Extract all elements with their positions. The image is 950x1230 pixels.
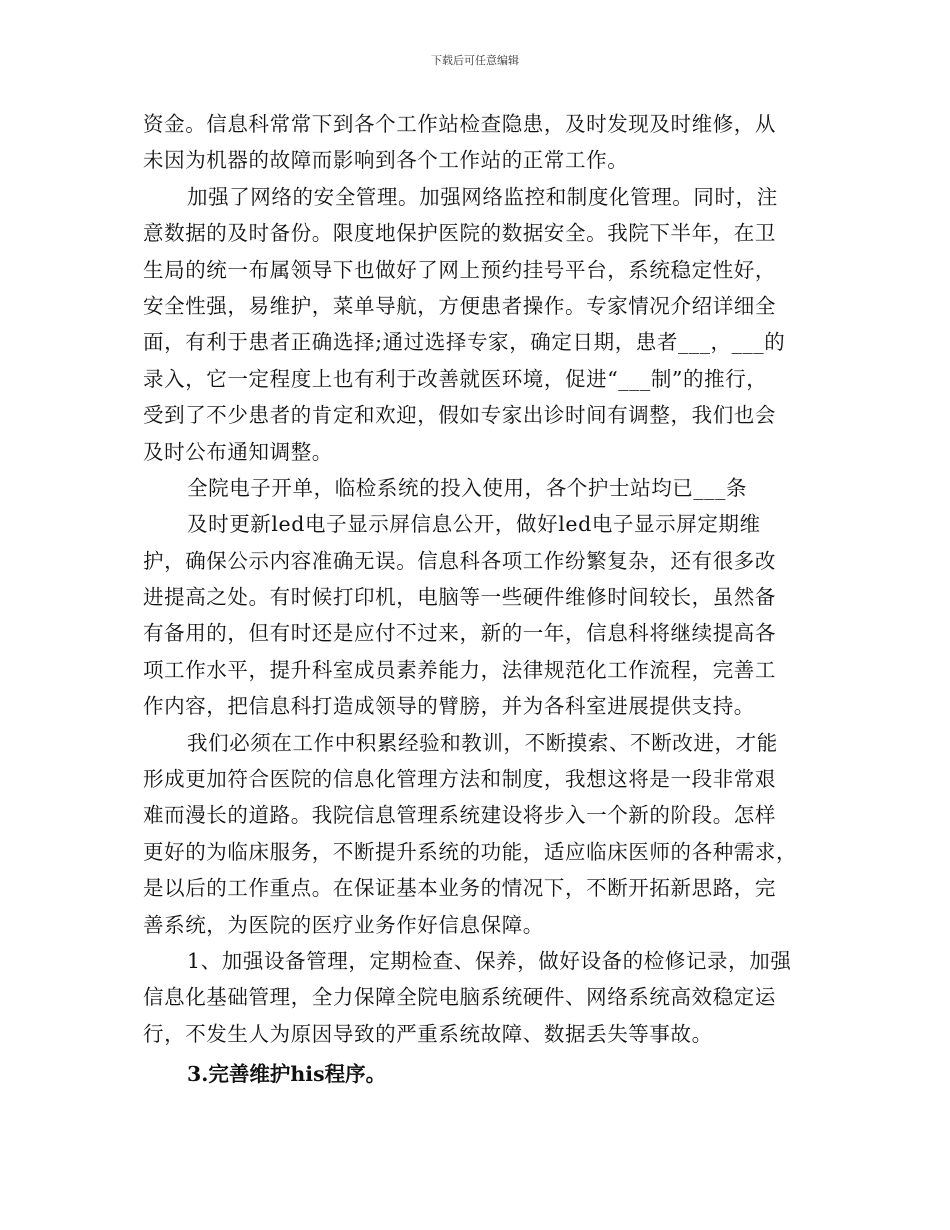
text-line: 作内容，把信息科打造成领导的臂膀，并为各科室进展提供支持。: [143, 694, 755, 719]
text-line: 信息化基础管理，全力保障全院电脑系统硬件、网络系统高效稳定运: [143, 985, 776, 1010]
text-line: 进提高之处。有时候打印机，电脑等一些硬件维修时间较长，虽然备: [143, 585, 776, 610]
text-line: 及时公布通知调整。: [143, 439, 333, 464]
text-line: 护，确保公示内容准确无误。信息科各项工作纷繁复杂，还有很多改: [143, 548, 776, 573]
text-line: 面，有利于患者正确选择;通过选择专家，确定日期，患者___，___的: [143, 330, 786, 355]
text-line: 意数据的及时备份。限度地保护医院的数据安全。我院下半年，在卫: [143, 221, 776, 246]
text-line: 更好的为临床服务，不断提升系统的功能，适应临床医师的各种需求，: [143, 839, 798, 864]
text-line: 资金。信息科常常下到各个工作站检查隐患，及时发现及时维修，从: [143, 112, 776, 136]
text-line: 未因为机器的故障而影响到各个工作站的正常工作。: [143, 148, 629, 173]
text-line: 全院电子开单，临检系统的投入使用，各个护士站均已___条: [187, 475, 748, 500]
text-line: 形成更加符合医院的信息化管理方法和制度，我想这将是一段非常艰: [143, 767, 776, 792]
text-line: 安全性强，易维护，菜单导航，方便患者操作。专家情况介绍详细全: [143, 293, 776, 318]
text-line: 受到了不少患者的肯定和欢迎，假如专家出诊时间有调整，我们也会: [143, 403, 776, 428]
paragraph-lines: [143, 106, 808, 1052]
body-text: [143, 106, 808, 1093]
text-line: 加强了网络的安全管理。加强网络监控和制度化管理。同时，注: [187, 184, 778, 209]
text-line: 我们必须在工作中积累经验和教训，不断摸索、不断改进，才能: [187, 730, 778, 755]
text-line: 及时更新led电子显示屏信息公开，做好led电子显示屏定期维: [187, 512, 761, 537]
text-line: 1、加强设备管理，定期检查、保养，做好设备的检修记录，加强: [187, 948, 792, 973]
text-line: 善系统，为医院的医疗业务作好信息保障。: [143, 912, 544, 937]
text-line: 项工作水平，提升科室成员素养能力，法律规范化工作流程，完善工: [143, 657, 776, 682]
text-line: 难而漫长的道路。我院信息管理系统建设将步入一个新的阶段。怎样: [143, 803, 776, 828]
text-line: 录入，它一定程度上也有利于改善就医环境，促进“___制”的推行，: [143, 366, 768, 391]
section-heading: 3.完善维护his程序。: [187, 1062, 387, 1087]
page-header: 下载后可任意编辑: [431, 54, 519, 67]
text-line: 行，不发生人为原因导致的严重系统故障、数据丢失等事故。: [143, 1021, 713, 1046]
text-line: 是以后的工作重点。在保证基本业务的情况下，不断开拓新思路，完: [143, 876, 776, 901]
text-line: 生局的统一布属领导下也做好了网上预约挂号平台，系统稳定性好，: [143, 257, 776, 282]
text-line: 有备用的，但有时还是应付不过来，新的一年，信息科将继续提高各: [143, 621, 776, 646]
